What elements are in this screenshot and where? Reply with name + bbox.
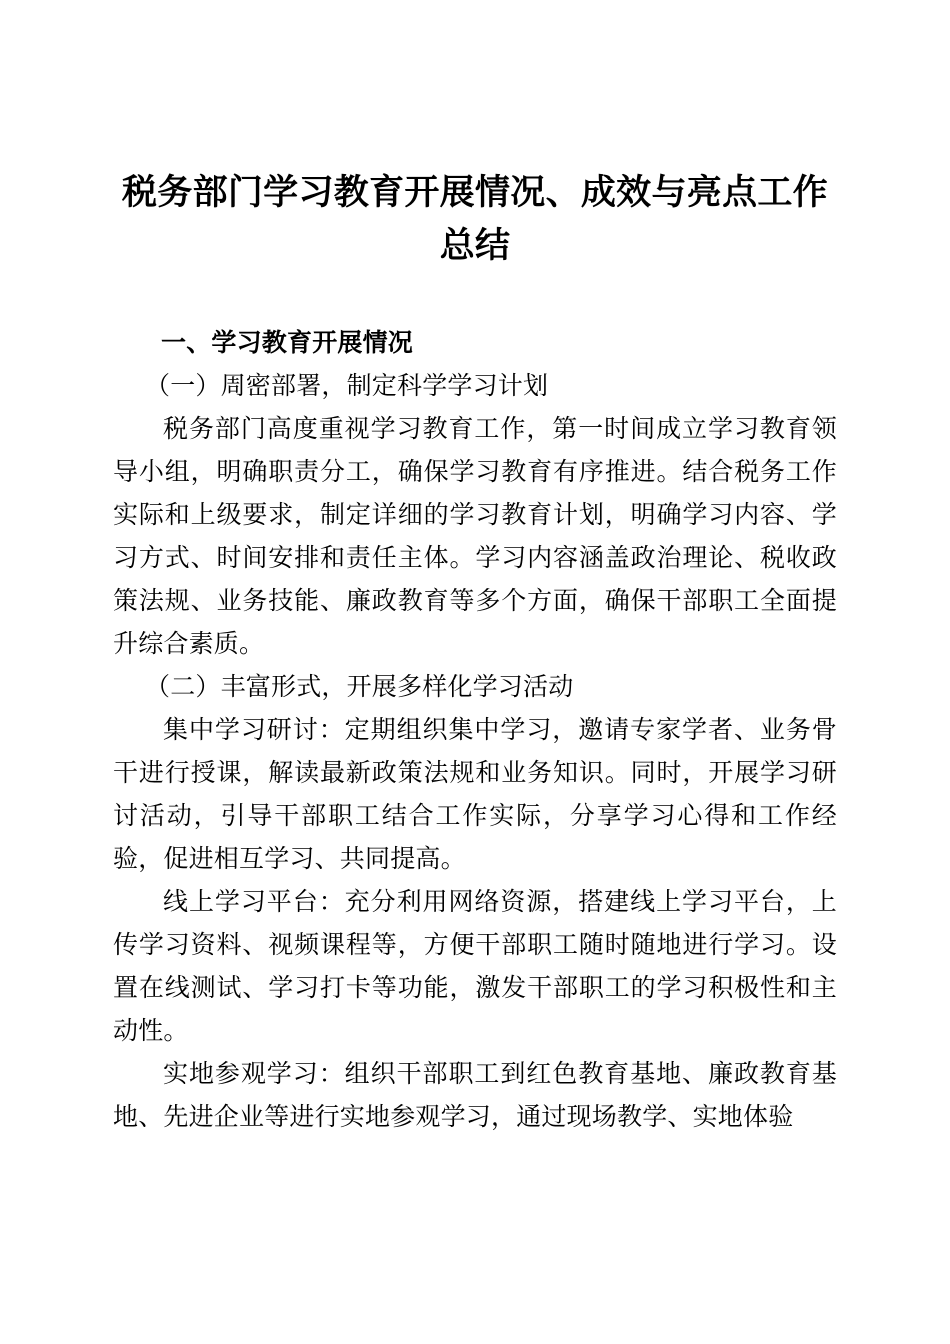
paragraph-3: 线上学习平台：充分利用网络资源，搭建线上学习平台，上传学习资料、视频课程等，方便干部职工随时随地进行学习。设置在线测试、学习打卡等功能，激发干部职工的学习积极性和主动性。 — [113, 889, 837, 1045]
page-title-line-2: 总结 — [439, 226, 511, 265]
paragraph-4: 实地参观学习：组织干部职工到红色教育基地、廉政教育基地、先进企业等进行实地参观学习，通过现场教学、实地体验 — [113, 1061, 837, 1131]
sub-heading-1-1: （一）周密部署，制定科学学习计划 — [145, 373, 549, 400]
paragraph-2: 集中学习研讨：定期组织集中学习，邀请专家学者、业务骨干进行授课，解读最新政策法规和业务知识。同时，开展学习研讨活动，引导干部职工结合工作实际，分享学习心得和工作经验，促进相互学习、共同提高。 — [113, 717, 837, 873]
paragraph-1: 税务部门高度重视学习教育工作，第一时间成立学习教育领导小组，明确职责分工，确保学习教育有序推进。结合税务工作实际和上级要求，制定详细的学习教育计划，明确学习内容、学习方式、时间安排和责任主体。学习内容涵盖政治理论、税收政策法规、业务技能、廉政教育等多个方面，确保干部职工全面提升综合素质。 — [113, 416, 837, 658]
page-title-line-1: 税务部门学习教育开展情况、成效与亮点工作 — [121, 173, 828, 212]
page-title — [113, 0, 837, 272]
document-content — [113, 0, 837, 1139]
sub-heading-1-2: （二）丰富形式，开展多样化学习活动 — [145, 674, 574, 701]
section-heading-1: 一、学习教育开展情况 — [161, 329, 414, 357]
